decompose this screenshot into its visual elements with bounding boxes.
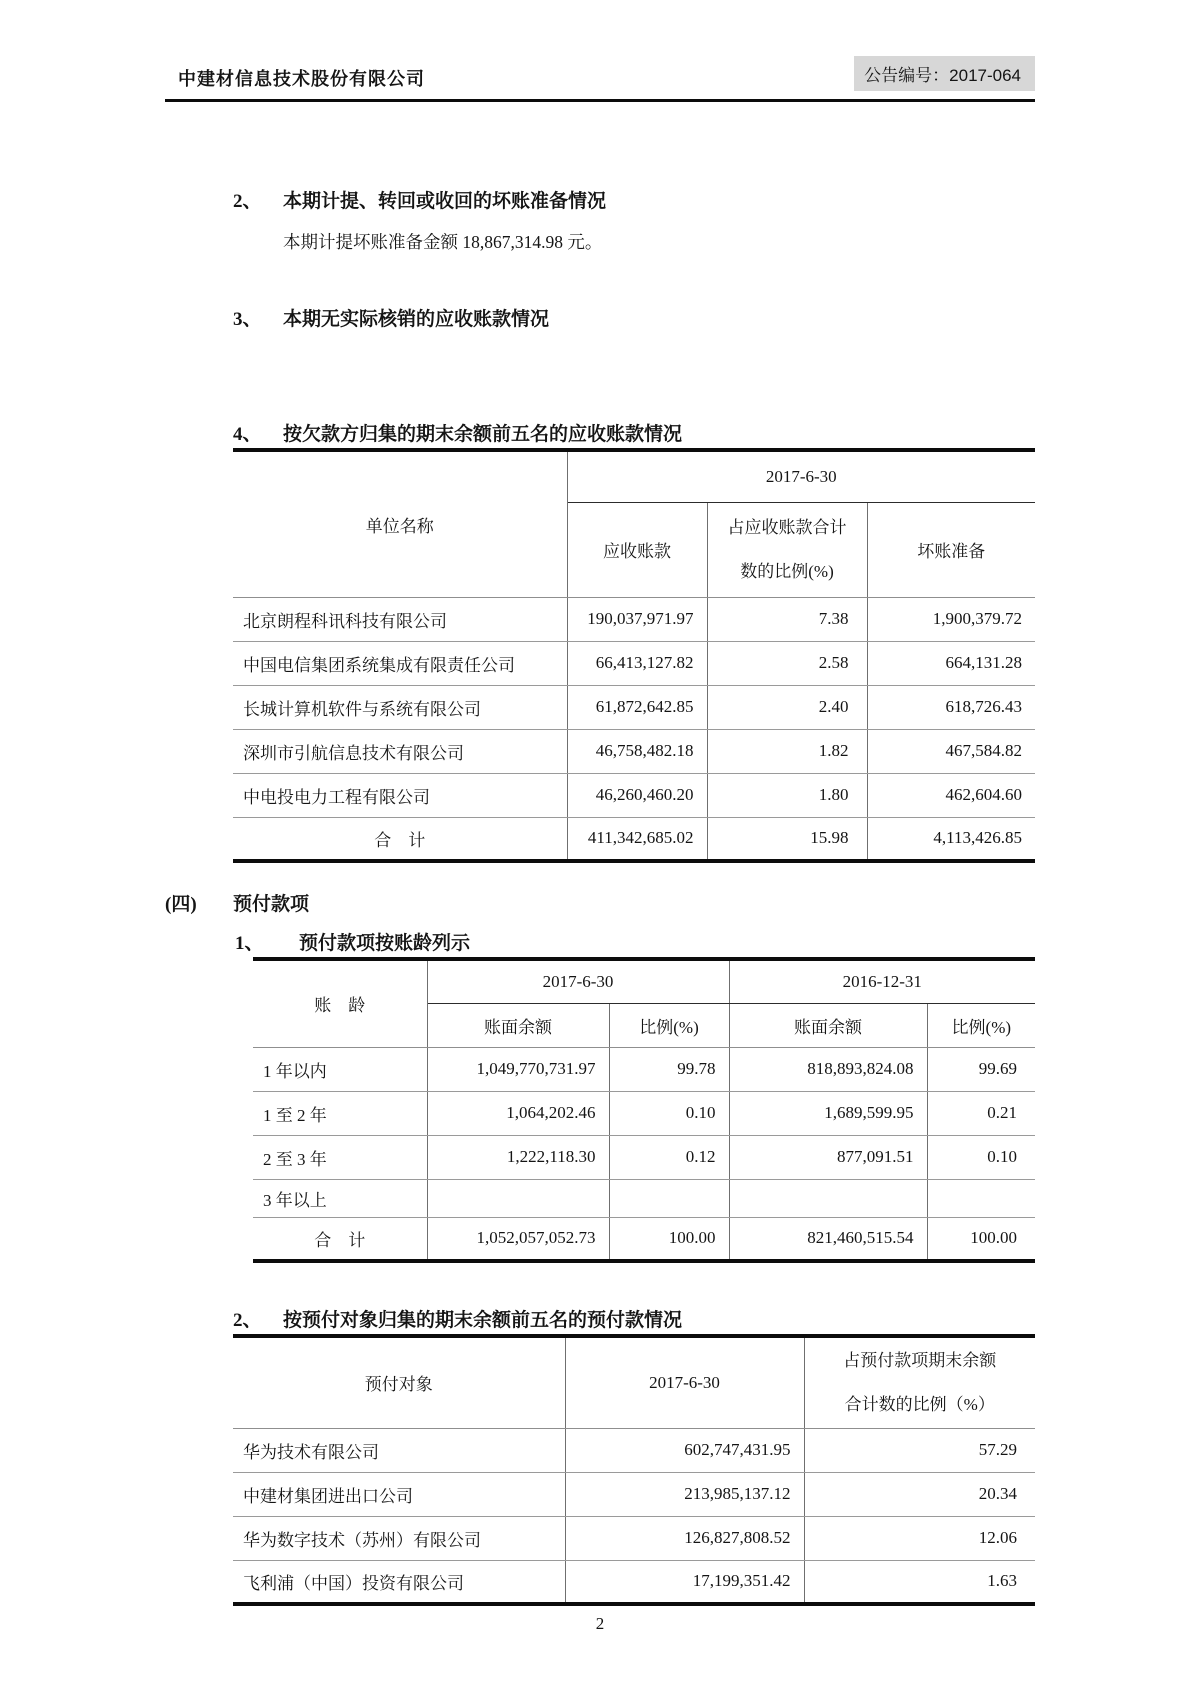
total-ratio: 15.98 [707,817,867,861]
table-row [233,685,1035,729]
amount-cell: 17,199,351.42 [692,1571,791,1591]
ratio-cell: 2.40 [707,685,867,729]
page-header [165,0,1035,91]
aging-label-cell: 1 至 2 年 [253,1091,427,1135]
page-number: 2 [595,1614,605,1633]
balance-2017-cell: 1,222,118.30 [427,1135,609,1179]
ratio-col-header-line1: 占应收账款合计 [727,518,847,538]
table-row [233,1516,1035,1560]
receivables-group-header-row [233,450,1035,502]
table-row [253,1135,1035,1179]
section-2-body: 本期计提坏账准备金额 18,867,314.98 元。 [283,232,603,252]
table-row [233,1560,1035,1604]
aging-label-cell: 2 至 3 年 [253,1135,427,1179]
balance-2017-cell: 1,049,770,731.97 [427,1047,609,1091]
amount-cell: 602,747,431.95 [565,1428,804,1472]
section-2-title: 本期计提、转回或收回的坏账准备情况 [283,191,607,212]
aging-table [253,957,1035,1263]
ratio-2016-cell: 99.69 [927,1047,1035,1091]
unit-name-cell: 深圳市引航信息技术有限公司 [233,729,567,773]
total-balance-2016: 821,460,515.54 [729,1217,927,1261]
receivable-cell: 61,872,642.85 [567,685,707,729]
unit-name-cell: 长城计算机软件与系统有限公司 [233,685,567,729]
receivable-cell: 46,758,482.18 [567,729,707,773]
unit-name-cell: 中国电信集团系统集成有限责任公司 [233,641,567,685]
ratio-cell: 20.34 [804,1472,1035,1516]
table-row [233,597,1035,641]
table-row [233,773,1035,817]
balance-2016-header: 账面余额 [729,1003,927,1047]
target-name-cell: 华为技术有限公司 [233,1428,565,1472]
ratio-cell: 1.80 [707,773,867,817]
balance-2016-cell: 877,091.51 [729,1135,927,1179]
ratio-2016-cell: 0.10 [927,1135,1035,1179]
ratio-col-header [707,502,867,597]
balance-2016-cell: 818,893,824.08 [729,1047,927,1091]
bad-debt-cell: 1,900,379.72 [867,597,1035,641]
group-4-title: 预付款项 [233,894,310,915]
ratio-2017-header: 比例(%) [609,1003,729,1047]
aging-label-cell: 3 年以上 [253,1179,427,1217]
receivable-cell: 190,037,971.97 [567,597,707,641]
subsection-1-heading [235,928,1035,955]
prepay-ratio-header [804,1336,1035,1428]
aging-header: 账 龄 [253,959,427,1047]
target-name-cell: 飞利浦（中国）投资有限公司 [233,1560,565,1604]
section-4-number: 4、 [233,424,262,445]
total-ratio-2016: 100.00 [927,1217,1035,1261]
amount-cell: 126,827,808.52 [565,1516,804,1560]
ratio-cell: 7.38 [707,597,867,641]
total-receivable: 411,342,685.02 [587,828,694,848]
ratio-2017-cell [609,1179,729,1217]
ratio-cell: 2.58 [707,641,867,685]
ratio-cell: 1.63 [804,1560,1035,1604]
receivable-cell: 66,413,127.82 [567,641,707,685]
section-3-heading [233,304,1035,331]
ratio-2017-cell: 99.78 [609,1047,729,1091]
section-2-number: 2、 [233,191,262,212]
subsection-2-number: 2、 [233,1310,262,1331]
ratio-col-header-line2: 数的比例(%) [740,561,834,581]
ratio-cell: 1.82 [707,729,867,773]
table-row [253,1091,1035,1135]
balance-2017-cell: 1,064,202.46 [427,1091,609,1135]
announcement-number: 公告编号：2017-064 [854,56,1035,91]
table-row [233,1472,1035,1516]
header-rule [165,99,1035,102]
ratio-2016-cell [927,1179,1035,1217]
balance-2017-header: 账面余额 [427,1003,609,1047]
ratio-2016-cell: 0.21 [927,1091,1035,1135]
balance-2016-cell [729,1179,927,1217]
section-3-title: 本期无实际核销的应收账款情况 [283,309,550,330]
receivable-col-header: 应收账款 [567,502,707,597]
bad-debt-cell: 467,584.82 [867,729,1035,773]
ratio-cell: 57.29 [804,1428,1035,1472]
group-4-number: (四) [165,894,197,915]
balance-2016-cell: 1,689,599.95 [729,1091,927,1135]
section-3-number: 3、 [233,309,262,330]
total-row [253,1217,1035,1261]
company-name: 中建材信息技术股份有限公司 [178,69,425,89]
bad-debt-cell: 618,726.43 [867,685,1035,729]
ratio-2016-header: 比例(%) [927,1003,1035,1047]
balance-2017-cell [427,1179,609,1217]
total-label: 合 计 [233,817,567,861]
period-header: 2017-6-30 [565,1336,804,1428]
target-name-cell: 中建材集团进出口公司 [233,1472,565,1516]
section-2-heading [233,186,1035,213]
prepayments-header-row [233,1336,1035,1428]
total-label: 合 计 [253,1217,427,1261]
total-row [233,817,1035,861]
receivable-cell: 46,260,460.20 [567,773,707,817]
bad-debt-cell: 664,131.28 [867,641,1035,685]
subsection-1-number: 1、 [235,933,264,954]
amount-cell: 213,985,137.12 [565,1472,804,1516]
target-header: 预付对象 [233,1336,565,1428]
section-4-heading [233,419,1035,446]
unit-name-cell: 北京朗程科讯科技有限公司 [233,597,567,641]
ratio-2017-cell: 0.12 [609,1135,729,1179]
group-4-heading [165,889,1035,916]
total-ratio-2017: 100.00 [609,1217,729,1261]
receivables-table [233,448,1035,863]
prepayments-table [233,1334,1035,1606]
table-row [233,729,1035,773]
unit-name-header: 单位名称 [233,450,567,597]
total-bad-debt: 4,113,426.85 [867,817,1035,861]
ratio-cell: 12.06 [804,1516,1035,1560]
table-row [233,641,1035,685]
table-row [253,1047,1035,1091]
subsection-1-title: 预付款项按账龄列示 [299,933,471,954]
table-row [233,1428,1035,1472]
bad-debt-cell: 462,604.60 [867,773,1035,817]
prepay-ratio-header-line1: 占预付款项期末余额 [843,1351,997,1371]
period-2017-header: 2017-6-30 [427,959,729,1003]
section-4-title: 按欠款方归集的期末余额前五名的应收账款情况 [283,424,683,445]
unit-name-cell: 中电投电力工程有限公司 [233,773,567,817]
prepay-ratio-header-line2: 合计数的比例（%） [844,1394,995,1414]
bad-debt-col-header: 坏账准备 [867,502,1035,597]
target-name-cell: 华为数字技术（苏州）有限公司 [233,1516,565,1560]
subsection-2-title: 按预付对象归集的期末余额前五名的预付款情况 [283,1310,683,1331]
aging-group-header-row [253,959,1035,1003]
period-header: 2017-6-30 [567,450,1035,502]
subsection-2-heading [233,1305,1035,1332]
total-balance-2017: 1,052,057,052.73 [476,1228,596,1248]
period-2016-header: 2016-12-31 [729,959,1035,1003]
ratio-2017-cell: 0.10 [609,1091,729,1135]
aging-label-cell: 1 年以内 [253,1047,427,1091]
table-row [253,1179,1035,1217]
